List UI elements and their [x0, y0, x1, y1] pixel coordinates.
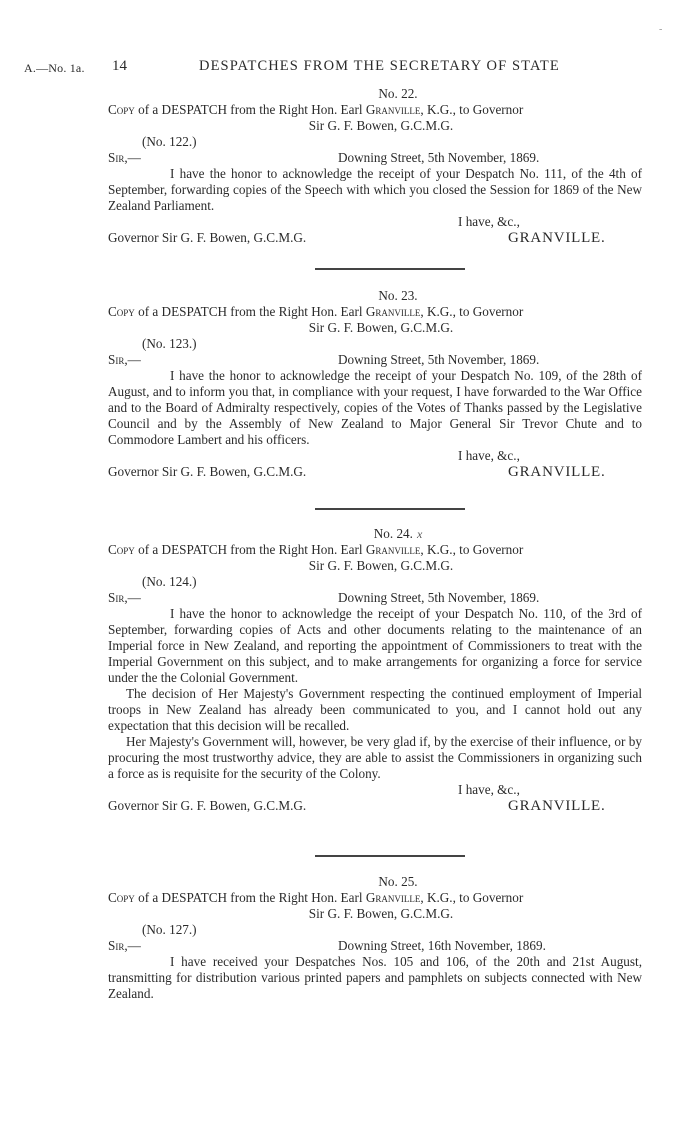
despatch-23	[108, 288, 642, 482]
despatch-ref-no: (No. 123.)	[142, 336, 197, 351]
title-earl: Granville	[365, 102, 421, 117]
title2-end: , G.C.M.G.	[393, 558, 454, 573]
salutation-line	[108, 352, 642, 368]
title-mid: of a DESPATCH from the Right Hon. Earl	[138, 890, 363, 905]
salutation-line	[108, 590, 642, 606]
title-earl: Granville	[365, 542, 421, 557]
page-number: 14	[112, 58, 127, 74]
signer: GRANVILLE.	[508, 798, 606, 814]
signature-line	[108, 798, 642, 816]
closing: I have, &c.,	[458, 448, 520, 463]
despatch-25	[108, 874, 642, 1002]
title2-end: , G.C.M.G.	[393, 320, 454, 335]
despatch-title	[108, 542, 642, 558]
title2-bowen: Bowen	[356, 118, 394, 133]
title-earl: Granville	[365, 304, 421, 319]
title2-end: , G.C.M.G.	[393, 906, 454, 921]
despatch-24	[108, 526, 642, 816]
despatch-22	[108, 86, 642, 248]
despatch-number	[108, 526, 642, 542]
section-divider	[315, 268, 465, 270]
handwritten-mark: x	[416, 527, 423, 541]
closing: I have, &c.,	[458, 782, 520, 797]
title-end: , K.G., to Governor	[420, 102, 524, 117]
despatch-ref-no: (No. 127.)	[142, 922, 197, 937]
salutation: Sir,—	[108, 150, 141, 165]
section-divider	[315, 508, 465, 510]
title-mid: of a DESPATCH from the Right Hon. Earl	[138, 304, 363, 319]
salutation-line	[108, 938, 642, 954]
despatch-ref-no: (No. 122.)	[142, 134, 197, 149]
title2-pre: Sir G. F.	[308, 320, 354, 335]
title-mid: of a DESPATCH from the Right Hon. Earl	[138, 542, 363, 557]
addressee: Governor Sir G. F. Bowen, G.C.M.G.	[108, 464, 307, 479]
salutation: Sir,—	[108, 938, 141, 953]
place-date: Downing Street, 5th November, 1869.	[338, 150, 540, 165]
signature-line	[108, 230, 642, 248]
paragraph: The decision of Her Majesty's Government respecting the continued employment of Imperial troops in New Zealand has already been communicated to you, and I cannot hold out any expectation that this decision will be recalled.	[108, 686, 642, 733]
page-header	[24, 58, 670, 78]
title2-bowen: Bowen	[356, 906, 394, 921]
despatch-number: No. 22.	[378, 86, 418, 101]
title-end: , K.G., to Governor	[420, 542, 524, 557]
title2-pre: Sir G. F.	[308, 558, 354, 573]
place-date: Downing Street, 16th November, 1869.	[338, 938, 546, 953]
signer: GRANVILLE.	[508, 230, 606, 246]
title-end: , K.G., to Governor	[420, 304, 524, 319]
salutation-line	[108, 150, 642, 166]
signature-line	[108, 464, 642, 482]
title2-bowen: Bowen	[356, 558, 394, 573]
title2-pre: Sir G. F.	[308, 118, 354, 133]
title-copy: Copy	[108, 304, 135, 319]
salutation: Sir,—	[108, 590, 141, 605]
title2-end: , G.C.M.G.	[393, 118, 454, 133]
despatch-title-line2	[108, 558, 642, 574]
title-earl: Granville	[365, 890, 421, 905]
section-divider	[315, 855, 465, 857]
despatch-number-text: No. 24.	[373, 526, 413, 541]
despatch-title-line2	[108, 320, 642, 336]
paragraph: I have received your Despatches Nos. 105 and 106, of the 20th and 21st August, transmitting for distribution various printed papers and pamphlets on subjects connected with New Zealand.	[108, 954, 642, 1001]
signer: GRANVILLE.	[508, 464, 606, 480]
despatch-number: No. 23.	[378, 288, 418, 303]
closing: I have, &c.,	[458, 214, 520, 229]
paragraph: I have the honor to acknowledge the receipt of your Despatch No. 110, of the 3rd of September, forwarding copies of Acts and other documents relating to the maintenance of an Imperial force in New Zealand, and reporting the appointment of Commissioners to treat with the Imperial Government on this subject, and to make arrangements for organizing a force for service under the the Colonial Government.	[108, 606, 642, 685]
title-copy: Copy	[108, 102, 135, 117]
despatch-ref-no: (No. 124.)	[142, 574, 197, 589]
despatch-title-line2	[108, 906, 642, 922]
paragraph: Her Majesty's Government will, however, be very glad if, by the exercise of their influence, or by procuring the most trustworthy advice, they are able to assist the Commissioners in organizing such a force as is requisite for the security of the Colony.	[108, 734, 642, 781]
paragraph: I have the honor to acknowledge the receipt of your Despatch No. 111, of the 4th of September, forwarding copies of the Speech with which you closed the Session for 1869 of the New Zealand Parliament.	[108, 166, 642, 213]
place-date: Downing Street, 5th November, 1869.	[338, 352, 540, 367]
title2-bowen: Bowen	[356, 320, 394, 335]
running-title: DESPATCHES FROM THE SECRETARY OF STATE	[199, 58, 560, 74]
despatch-title	[108, 890, 642, 906]
addressee: Governor Sir G. F. Bowen, G.C.M.G.	[108, 230, 307, 245]
addressee: Governor Sir G. F. Bowen, G.C.M.G.	[108, 798, 307, 813]
document-reference: A.—No. 1a.	[24, 61, 85, 75]
page-tick: -	[659, 24, 663, 35]
title-end: , K.G., to Governor	[420, 890, 524, 905]
title-mid: of a DESPATCH from the Right Hon. Earl	[138, 102, 363, 117]
title2-pre: Sir G. F.	[308, 906, 354, 921]
place-date: Downing Street, 5th November, 1869.	[338, 590, 540, 605]
despatch-title-line2	[108, 118, 642, 134]
title-copy: Copy	[108, 542, 135, 557]
paragraph: I have the honor to acknowledge the receipt of your Despatch No. 109, of the 28th of August, and to inform you that, in compliance with your request, I have forwarded to the War Office and to the Board of Admiralty respectively, copies of the Votes of Thanks passed by the Legislative Council and by the Assembly of New Zealand to Major General Sir Trevor Chute and to Commodore Lambert and his officers.	[108, 368, 642, 447]
despatch-title	[108, 304, 642, 320]
title-copy: Copy	[108, 890, 135, 905]
despatch-title	[108, 102, 642, 118]
despatch-number: No. 25.	[378, 874, 418, 889]
salutation: Sir,—	[108, 352, 141, 367]
